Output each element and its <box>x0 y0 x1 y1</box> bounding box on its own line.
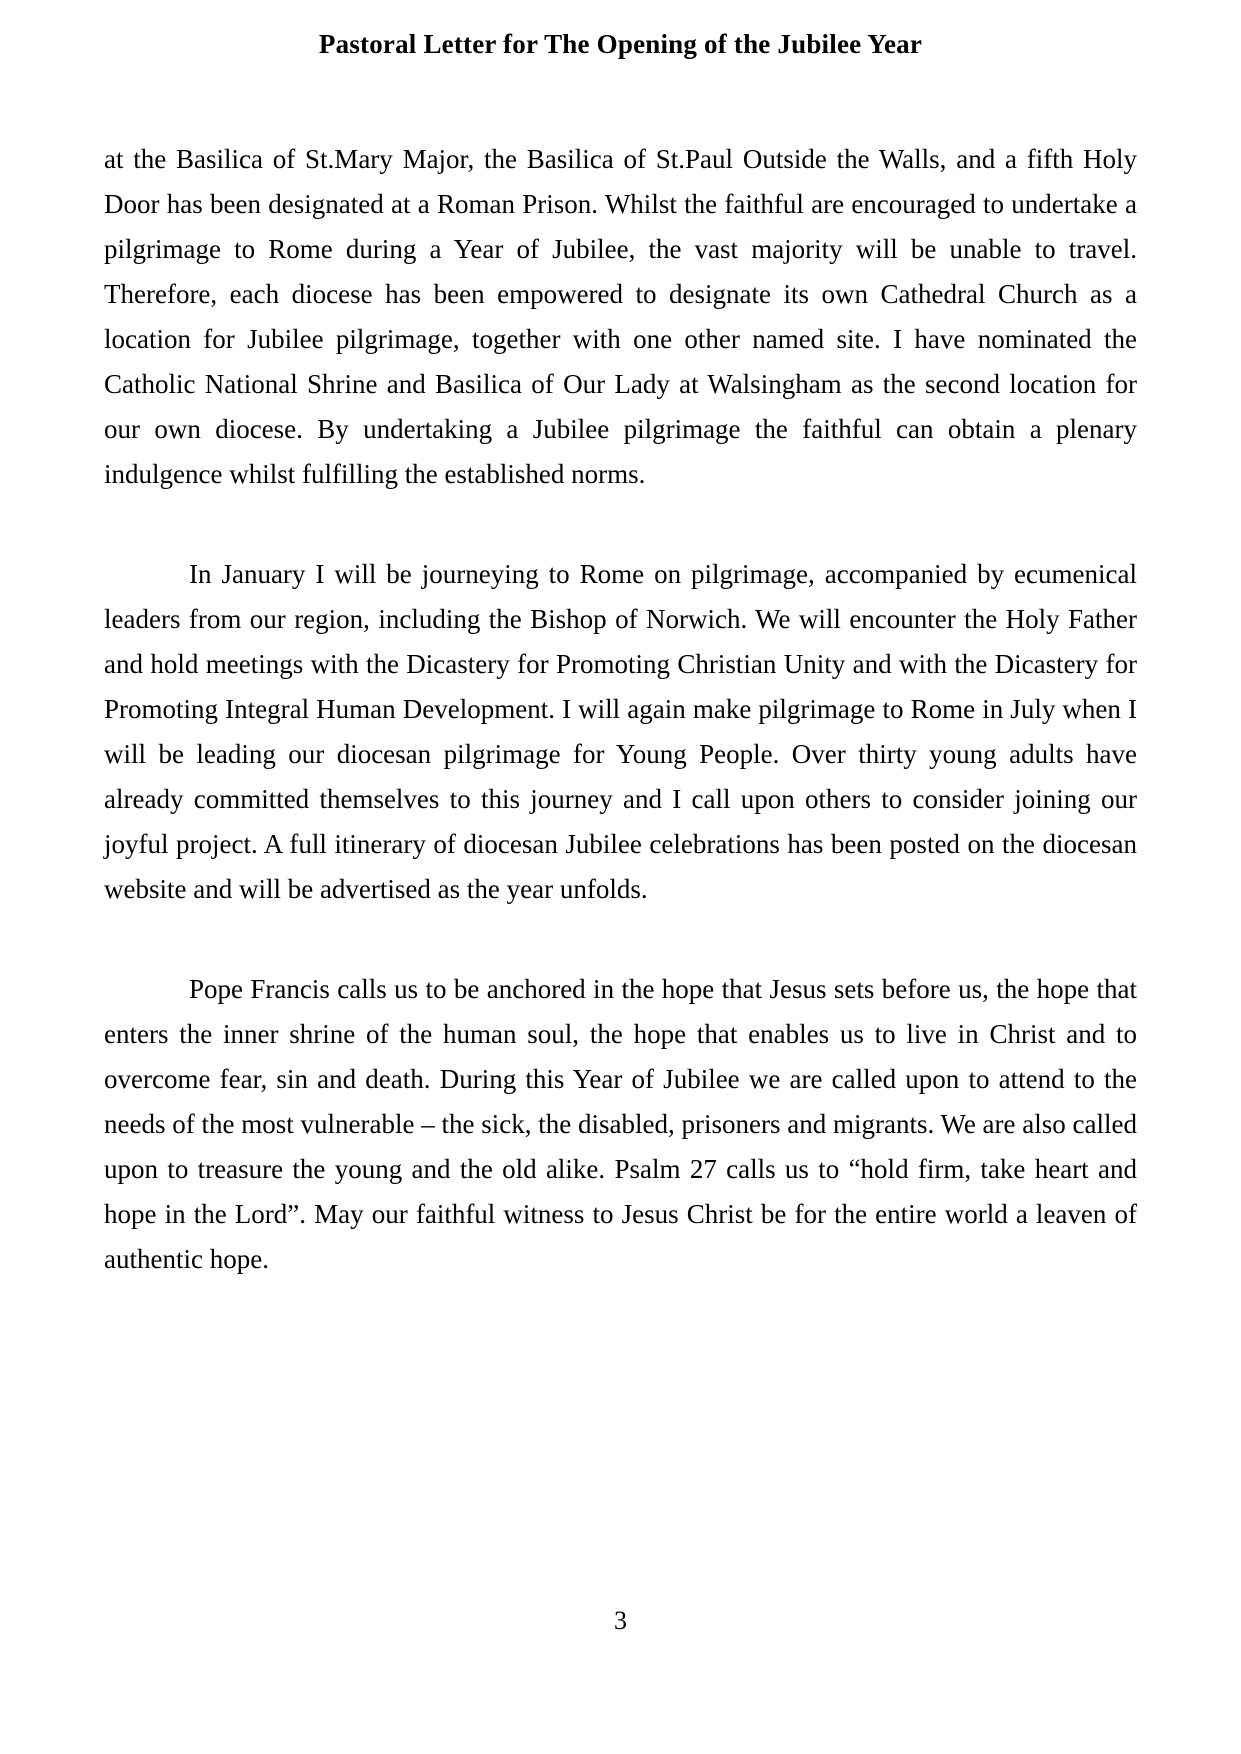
letter-body <box>104 137 1137 1282</box>
paragraph-3: Pope Francis calls us to be anchored in the hope that Jesus sets before us, the hope that enters the inner shrine of the human soul, the hope that enables us to live in Christ and to overcome fear, sin and death. During this Year of Jubilee we are called upon to attend to the needs of the most vulnerable – the sick, the disabled, prisoners and migrants. We are also called upon to treasure the young and the old alike. Psalm 27 calls us to “hold firm, take heart and hope in the Lord”. May our faithful witness to Jesus Christ be for the entire world a leaven of authentic hope. <box>104 974 1137 1274</box>
page-title: Pastoral Letter for The Opening of the Jubilee Year <box>318 29 923 59</box>
paragraph-2: In January I will be journeying to Rome on pilgrimage, accompanied by ecumenical leaders from our region, including the Bishop of Norwich. We will encounter the Holy Father and hold meetings with the Dicastery for Promoting Christian Unity and with the Dicastery for Promoting Integral Human Development. I will again make pilgrimage to Rome in July when I will be leading our diocesan pilgrimage for Young People. Over thirty young adults have already committed themselves to this journey and I call upon others to consider joining our joyful project. A full itinerary of diocesan Jubilee celebrations has been posted on the diocesan website and will be advertised as the year unfolds. <box>104 559 1137 904</box>
paragraph-1: at the Basilica of St.Mary Major, the Basilica of St.Paul Outside the Walls, and a fifth Holy Door has been designated at a Roman Prison. Whilst the faithful are encouraged to undertake a pilgrimage to Rome during a Year of Jubilee, the vast majority will be unable to travel. Therefore, each diocese has been empowered to designate its own Cathedral Church as a location for Jubilee pilgrimage, together with one other named site. I have nominated the Catholic National Shrine and Basilica of Our Lady at Walsingham as the second location for our own diocese. By undertaking a Jubilee pilgrimage the faithful can obtain a plenary indulgence whilst fulfilling the established norms. <box>104 144 1137 489</box>
page-number: 3 <box>614 1606 627 1635</box>
